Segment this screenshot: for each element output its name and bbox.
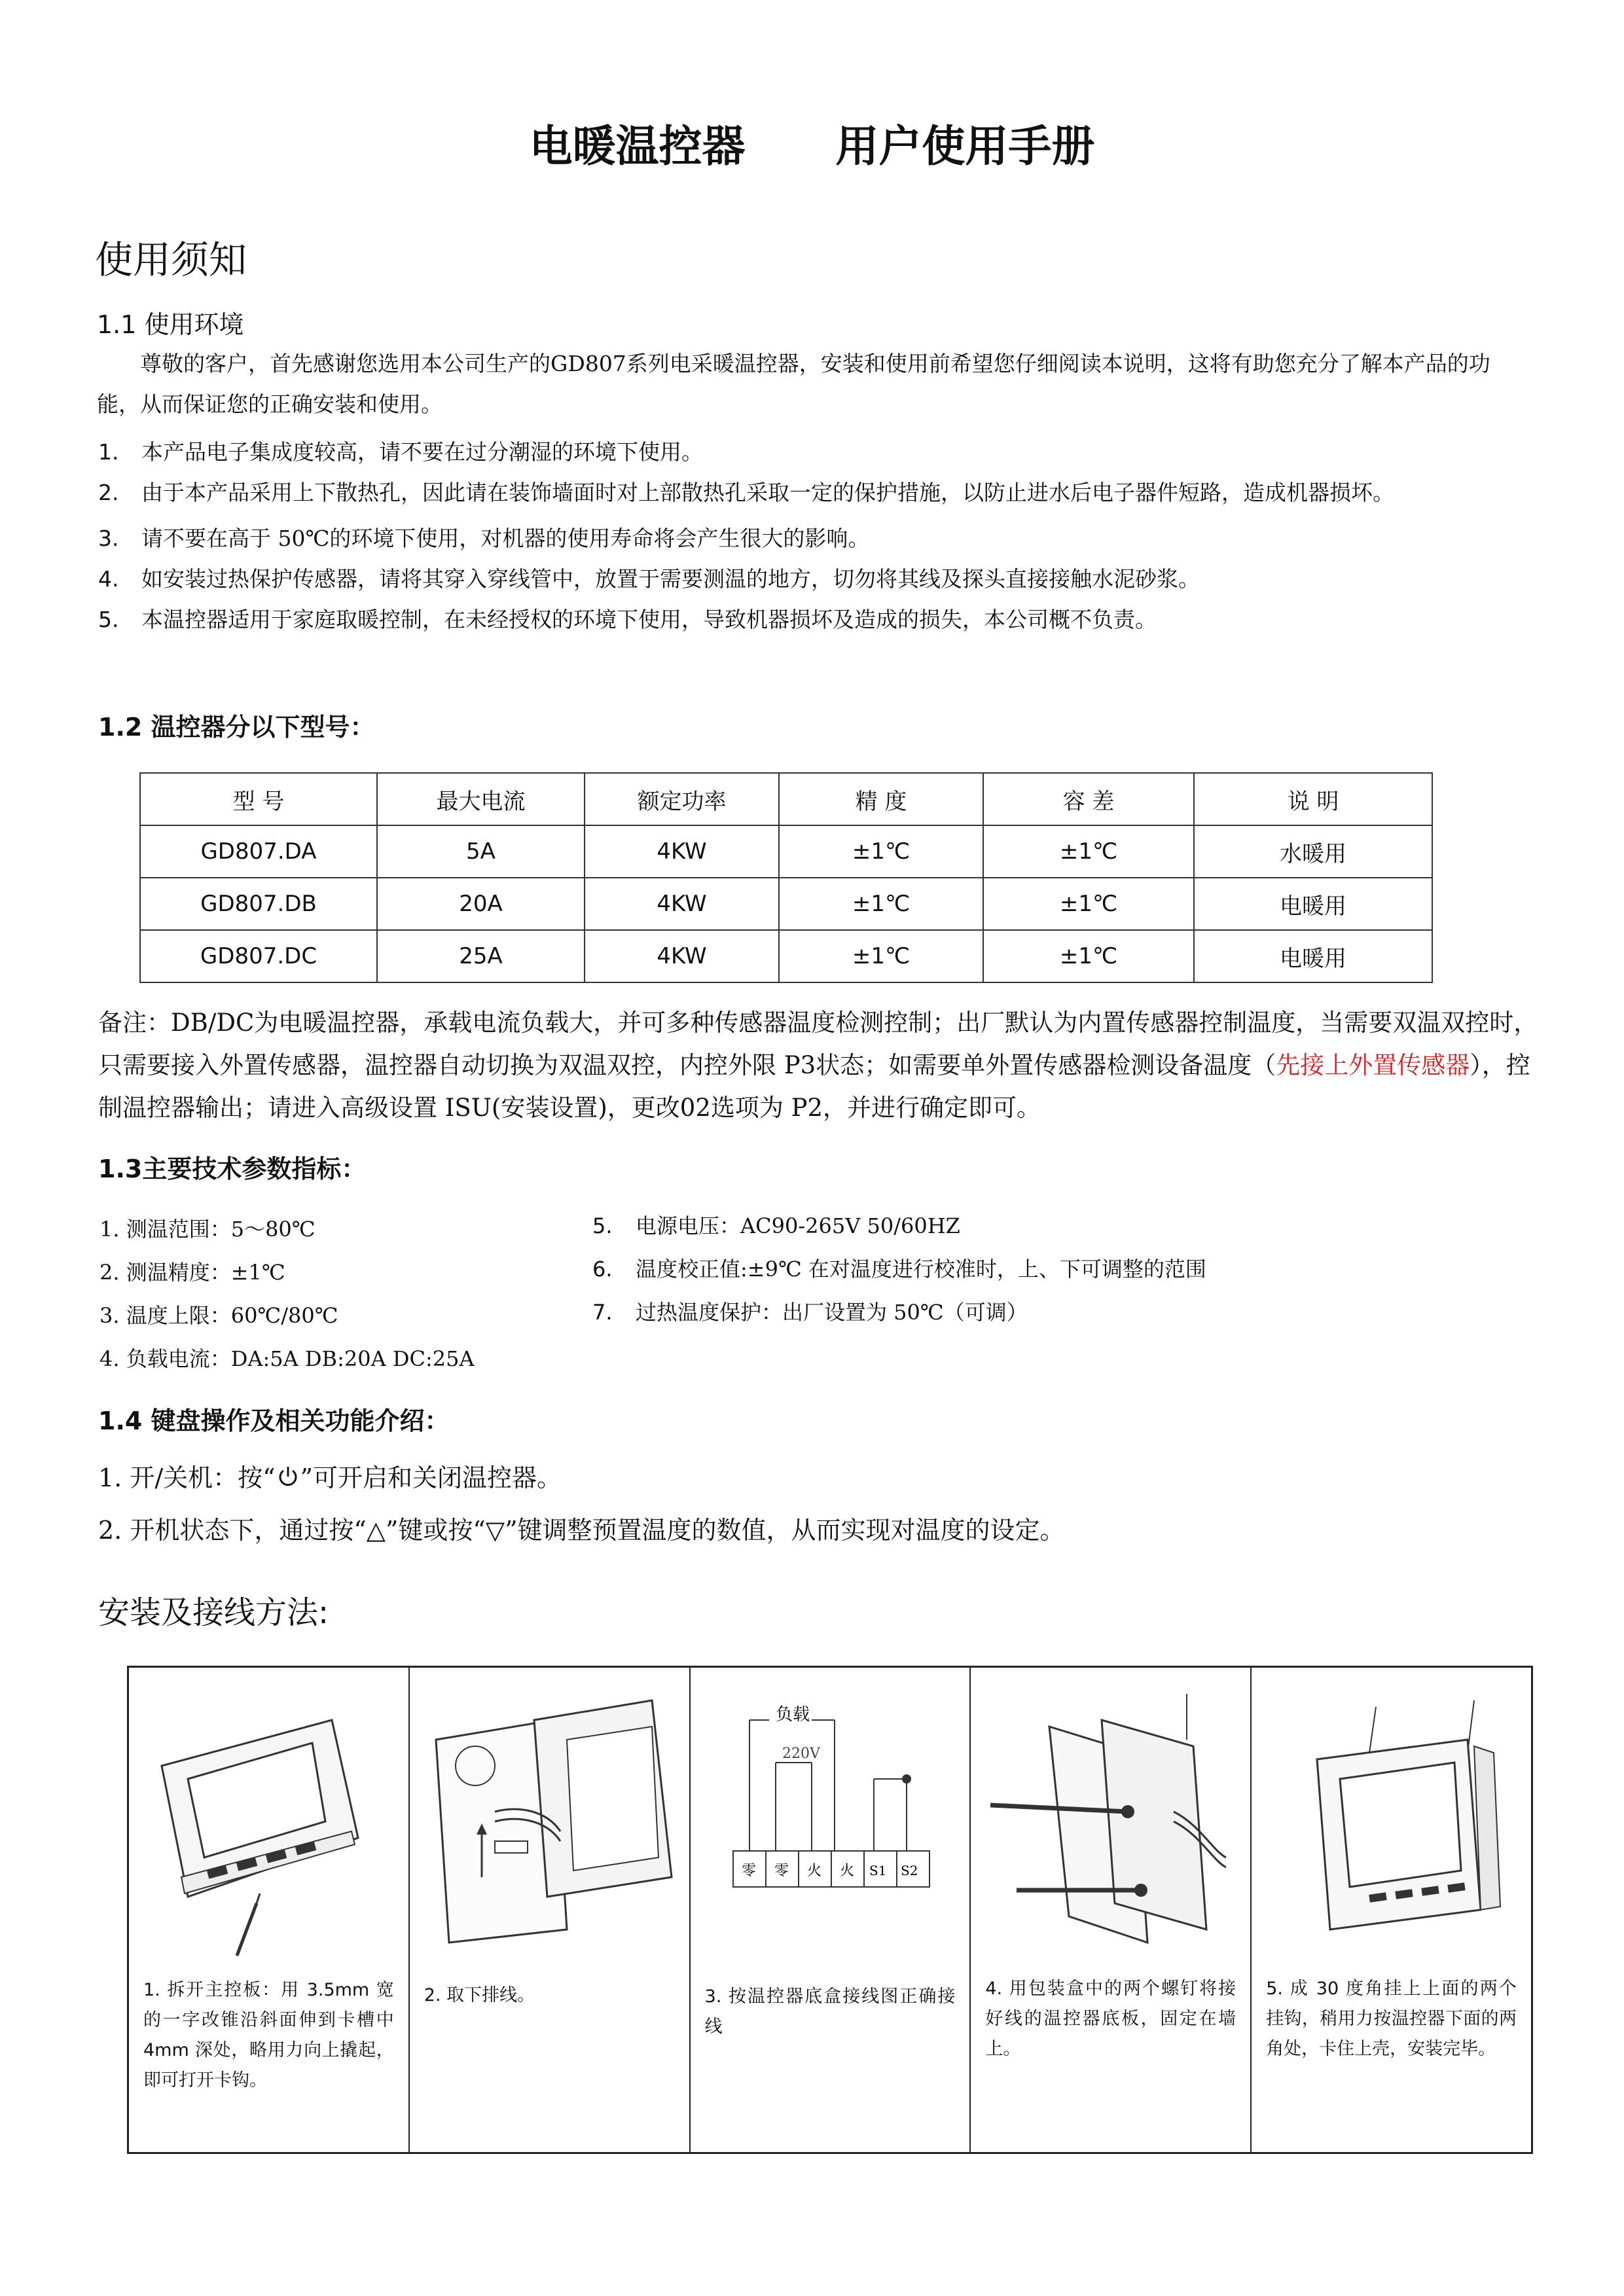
list-item: 5. 电源电压：AC90-265V 50/60HZ — [592, 1213, 960, 1238]
wiring-voltage-label: 220V — [782, 1746, 820, 1762]
list-item: 3. 请不要在高于 50℃的环境下使用，对机器的使用寿命将会产生很大的影响。 — [98, 526, 870, 551]
table-cell: ±1℃ — [983, 878, 1194, 930]
install-heading: 安装及接线方法: — [98, 1594, 329, 1631]
power-icon — [276, 1456, 300, 1505]
install-step-4 — [969, 1668, 1250, 2152]
list-item: 3. 温度上限：60℃/80℃ — [99, 1303, 338, 1328]
table-cell: ±1℃ — [779, 825, 983, 878]
wiring-diagram — [697, 1681, 959, 1969]
intro-paragraph: 尊敬的客户，首先感谢您选用本公司生产的GD807系列电采暖温控器，安装和使用前希望您仔细阅读本说明，这将有助您充分了解本产品的功能，从而保证您的正确安装和使用。 — [97, 351, 1490, 417]
step-caption: 4. 用包装盒中的两个螺钉将接好线的温控器底板，固定在墙上。 — [985, 1979, 1236, 2059]
list-item: 2. 由于本产品采用上下散热孔，因此请在装饰墙面时对上部散热孔采取一定的保护措施，以防止进水后电子器件短路，造成机器损坏。 — [98, 480, 1394, 505]
table-cell: 电暖用 — [1194, 878, 1432, 930]
install-step-5 — [1250, 1668, 1531, 2152]
table-cell: ±1℃ — [779, 930, 983, 982]
list-item: 5. 本温控器适用于家庭取暖控制，在未经授权的环境下使用，导致机器损坏及造成的损失，本公司概不负责。 — [98, 607, 1157, 632]
install-step-2 — [408, 1668, 689, 2152]
terminal-label: S2 — [900, 1863, 918, 1878]
terminal-label: 火 — [806, 1863, 821, 1879]
table-cell: GD807.DC — [140, 930, 377, 982]
table-cell: ±1℃ — [779, 878, 983, 930]
heading-1-4: 1.4 键盘操作及相关功能介绍： — [98, 1407, 450, 1435]
thermostat-front-illustration — [135, 1681, 397, 1969]
list-item: 2. 测温精度：±1℃ — [99, 1260, 285, 1285]
remark-highlight: 先接上外置传感器 — [1276, 1051, 1470, 1079]
terminal-label: 零 — [774, 1863, 789, 1879]
terminal-label: S1 — [869, 1863, 887, 1878]
list-item: 2. 开机状态下，通过按“△”键或按“▽”键调整预置温度的数值，从而实现对温度的设定。 — [98, 1515, 1065, 1545]
table-header-cell: 型 号 — [140, 773, 377, 825]
heading-1-3: 1.3主要技术参数指标： — [98, 1155, 367, 1183]
terminal-label: 零 — [741, 1863, 756, 1879]
table-header-cell: 额定功率 — [585, 773, 779, 825]
install-step-1 — [129, 1668, 408, 2152]
table-row — [140, 930, 1432, 982]
install-step-3 — [689, 1668, 970, 2152]
table-cell: 4KW — [585, 930, 779, 982]
wiring-load-label: 负载 — [775, 1705, 810, 1725]
usage-list — [98, 432, 1525, 640]
keyboard-instructions — [98, 1453, 1065, 1555]
step-caption: 2. 取下排线。 — [424, 1985, 535, 2005]
wall-mount-illustration — [977, 1681, 1239, 1969]
spec-list-left — [99, 1208, 597, 1380]
table-cell: 4KW — [585, 878, 779, 930]
list-item: 6. 温度校正值:±9℃ 在对温度进行校准时，上、下可调整的范围 — [592, 1257, 1206, 1282]
table-header-cell: 精 度 — [779, 773, 983, 825]
list-item: 1. 测温范围：5～80℃ — [99, 1217, 316, 1242]
table-row — [140, 878, 1432, 930]
table-row — [140, 825, 1432, 878]
thermostat-opened-illustration — [416, 1681, 678, 1969]
list-item: 1. 开/关机：按“ ”可开启和关闭温控器。 — [98, 1453, 1065, 1505]
table-header-cell: 说 明 — [1194, 773, 1432, 825]
install-steps-table — [127, 1666, 1533, 2154]
table-cell: ±1℃ — [983, 825, 1194, 878]
table-cell: 电暖用 — [1194, 930, 1432, 982]
step-caption: 3. 按温控器底盒接线图正确接线 — [704, 1986, 956, 2037]
list-item: 1. 本产品电子集成度较高，请不要在过分潮湿的环境下使用。 — [98, 439, 703, 465]
step-caption: 1. 拆开主控板：用 3.5mm 宽的一字改锥沿斜面伸到卡槽中 4mm 深处，略用力向上撬起，即可打开卡钩。 — [143, 1980, 394, 2090]
list-item: 4. 如安装过热保护传感器，请将其穿入穿线管中，放置于需要测温的地方，切勿将其线及探头直接接触水泥砂浆。 — [98, 566, 1200, 592]
list-item: 4. 负载电流：DA:5A DB:20A DC:25A — [99, 1346, 475, 1371]
table-cell: ±1℃ — [983, 930, 1194, 982]
step-caption: 5. 成 30 度角挂上上面的两个挂钩，稍用力按温控器下面的两角处，卡住上壳，安装完毕。 — [1266, 1979, 1517, 2059]
thermostat-mounted-illustration — [1258, 1681, 1520, 1969]
heading-1-2: 1.2 温控器分以下型号： — [98, 713, 375, 742]
table-header-cell: 最大电流 — [377, 773, 585, 825]
remark-paragraph: 备注：DB/DC为电暖温控器，承载电流负载大，并可多种传感器温度检测控制；出厂默认为内置传感器控制温度，当需要双温双控时，只需要接入外置传感器，温控器自动切换为双温双控，内控外限 P3状态；如需要单外置传感器检测设备温度（先接上外置传感器），控制温控器输出；请进入高级设置 ISU(安装设置)，更改02选项为 P2，并进行确定即可。 — [98, 1009, 1538, 1122]
table-header-cell: 容 差 — [983, 773, 1194, 825]
table-cell: 20A — [377, 878, 585, 930]
table-cell: GD807.DA — [140, 825, 377, 878]
model-table — [139, 772, 1433, 983]
table-cell: 25A — [377, 930, 585, 982]
table-header-row — [140, 773, 1432, 825]
terminal-label: 火 — [839, 1863, 854, 1879]
page-title: 电暖温控器 用户使用手册 — [529, 121, 1095, 171]
list-item: 7. 过热温度保护：出厂设置为 50℃（可调） — [592, 1300, 1028, 1325]
spec-list-right — [592, 1204, 1522, 1334]
heading-1-1: 1.1 使用环境 — [97, 310, 244, 339]
table-cell: 4KW — [585, 825, 779, 878]
table-cell: 水暖用 — [1194, 825, 1432, 878]
table-cell: GD807.DB — [140, 878, 377, 930]
section-heading-notice: 使用须知 — [95, 238, 247, 282]
table-cell: 5A — [377, 825, 585, 878]
